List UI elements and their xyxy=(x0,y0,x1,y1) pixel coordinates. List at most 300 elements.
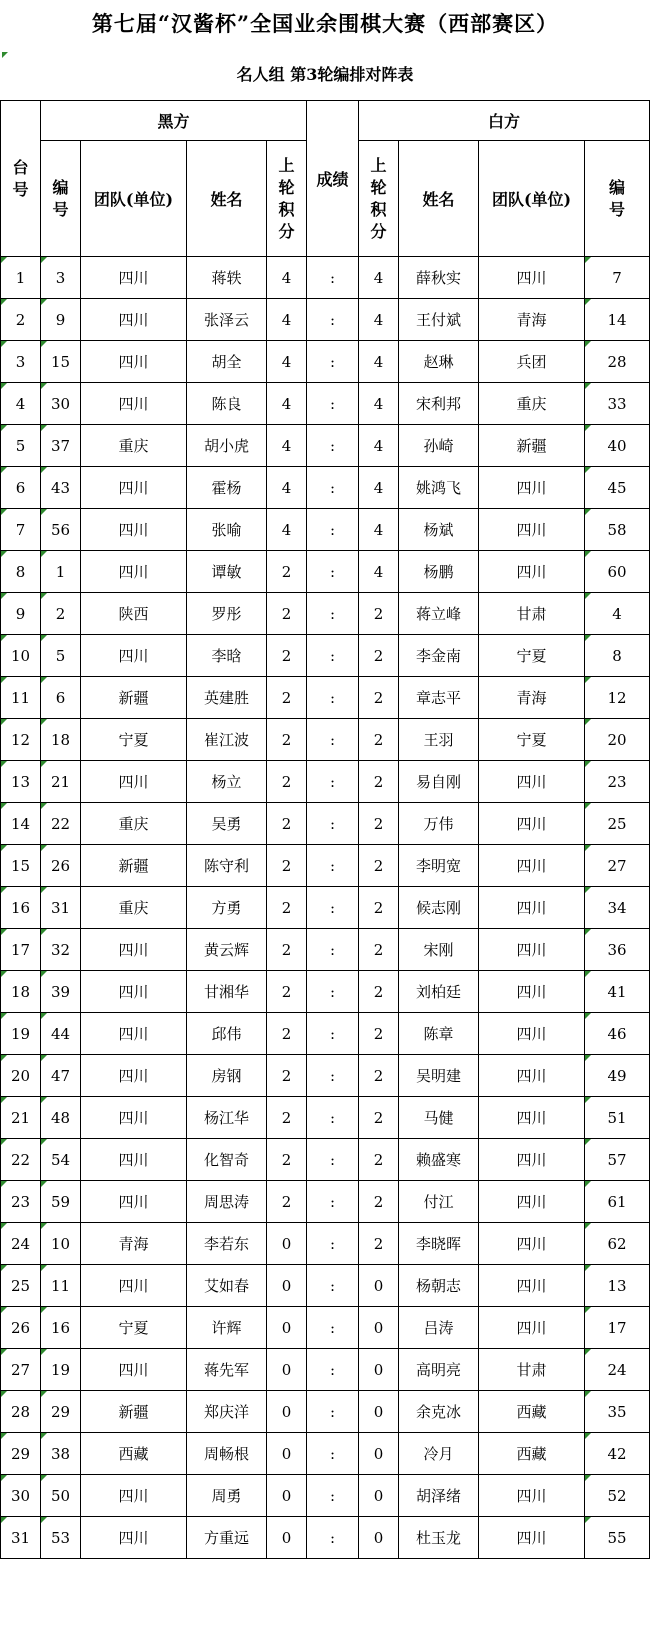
black-number-cell xyxy=(41,761,81,803)
white-name-cell xyxy=(399,1181,479,1223)
table-row xyxy=(1,1349,650,1391)
white-prev-score-cell-text: 4 xyxy=(373,310,384,329)
table-number-cell-text: 6 xyxy=(15,478,26,497)
black-number-cell xyxy=(41,1055,81,1097)
black-name-cell xyxy=(187,887,267,929)
white-number-cell-text: 7 xyxy=(612,268,622,287)
table-number-cell-text: 26 xyxy=(10,1318,31,1337)
black-number-cell xyxy=(41,845,81,887)
result-cell xyxy=(307,1307,359,1349)
black-team-cell-text: 新疆 xyxy=(118,689,149,707)
black-prev-score-cell-text: 0 xyxy=(281,1318,292,1337)
cell-marker-icon xyxy=(41,1055,47,1061)
table-number-cell-text: 29 xyxy=(10,1444,31,1463)
cell-marker-icon xyxy=(41,1097,47,1103)
black-prev-score-cell xyxy=(267,257,307,299)
white-prev-score-cell xyxy=(359,341,399,383)
white-team-cell-text: 四川 xyxy=(516,1529,547,1547)
header-black-prev-score: 上轮积分 xyxy=(267,141,307,257)
table-number-cell xyxy=(1,677,41,719)
black-prev-score-cell xyxy=(267,803,307,845)
black-name-cell-text: 房钢 xyxy=(211,1067,242,1085)
black-number-cell-text: 37 xyxy=(50,436,71,455)
white-prev-score-cell xyxy=(359,1391,399,1433)
white-team-cell xyxy=(479,803,585,845)
white-number-cell-text: 4 xyxy=(612,604,622,623)
table-number-cell xyxy=(1,971,41,1013)
cell-marker-icon xyxy=(1,299,7,305)
table-row xyxy=(1,1013,650,1055)
black-number-cell-text: 30 xyxy=(50,394,71,413)
black-number-cell-text: 29 xyxy=(50,1402,71,1421)
white-number-cell-text: 27 xyxy=(607,856,627,875)
white-name-cell-text: 赵琳 xyxy=(423,353,454,371)
cell-marker-icon xyxy=(1,1307,7,1313)
black-name-cell xyxy=(187,341,267,383)
black-name-cell xyxy=(187,845,267,887)
black-name-cell xyxy=(187,761,267,803)
table-number-cell xyxy=(1,1433,41,1475)
cell-marker-icon xyxy=(41,341,47,347)
white-name-cell xyxy=(399,1517,479,1559)
black-prev-score-cell xyxy=(267,1307,307,1349)
result-cell-text: : xyxy=(329,1318,336,1337)
white-team-cell xyxy=(479,1139,585,1181)
black-team-cell xyxy=(81,257,187,299)
white-name-cell-text: 冷月 xyxy=(423,1445,454,1463)
black-team-cell-text: 新疆 xyxy=(118,1403,149,1421)
result-cell-text: : xyxy=(329,982,336,1001)
white-name-cell xyxy=(399,1139,479,1181)
table-number-cell-text: 25 xyxy=(10,1276,31,1295)
white-name-cell xyxy=(399,1013,479,1055)
table-number-cell-text: 9 xyxy=(15,604,26,623)
white-name-cell xyxy=(399,383,479,425)
black-name-cell xyxy=(187,425,267,467)
white-number-cell-text: 25 xyxy=(607,814,627,833)
white-name-cell-text: 李金南 xyxy=(416,647,462,665)
table-number-cell xyxy=(1,719,41,761)
white-number-cell xyxy=(585,635,650,677)
white-prev-score-cell-text: 2 xyxy=(373,1024,384,1043)
white-prev-score-cell-text: 0 xyxy=(373,1444,384,1463)
white-name-cell xyxy=(399,467,479,509)
table-row xyxy=(1,635,650,677)
white-team-cell xyxy=(479,1055,585,1097)
table-number-cell xyxy=(1,635,41,677)
cell-marker-icon xyxy=(585,383,591,389)
white-name-cell xyxy=(399,1055,479,1097)
black-prev-score-cell-text: 2 xyxy=(281,1024,292,1043)
black-name-cell xyxy=(187,1349,267,1391)
black-name-cell xyxy=(187,1265,267,1307)
white-number-cell xyxy=(585,1517,650,1559)
white-team-cell xyxy=(479,551,585,593)
black-team-cell xyxy=(81,1349,187,1391)
cell-marker-icon xyxy=(41,803,47,809)
black-name-cell xyxy=(187,1223,267,1265)
white-name-cell xyxy=(399,761,479,803)
result-cell-text: : xyxy=(329,856,336,875)
black-number-cell-text: 59 xyxy=(50,1192,71,1211)
black-team-cell xyxy=(81,1055,187,1097)
result-cell xyxy=(307,803,359,845)
white-name-cell-text: 付江 xyxy=(423,1193,454,1211)
black-prev-score-cell-text: 0 xyxy=(281,1528,292,1547)
result-cell-text: : xyxy=(329,898,336,917)
black-prev-score-cell-text: 2 xyxy=(281,730,292,749)
black-name-cell xyxy=(187,467,267,509)
white-prev-score-cell xyxy=(359,1181,399,1223)
white-number-cell-text: 33 xyxy=(607,394,627,413)
white-prev-score-cell xyxy=(359,1517,399,1559)
white-team-cell xyxy=(479,383,585,425)
white-team-cell xyxy=(479,761,585,803)
black-name-cell-text: 张喻 xyxy=(211,521,242,539)
black-prev-score-cell xyxy=(267,1433,307,1475)
white-number-cell xyxy=(585,1475,650,1517)
white-name-cell-text: 马健 xyxy=(423,1109,454,1127)
black-name-cell xyxy=(187,803,267,845)
cell-marker-icon xyxy=(2,52,8,58)
white-team-cell xyxy=(479,1181,585,1223)
white-prev-score-cell-text: 2 xyxy=(373,940,384,959)
white-team-cell-text: 四川 xyxy=(516,899,547,917)
black-number-cell-text: 21 xyxy=(50,772,71,791)
white-team-cell-text: 四川 xyxy=(516,1151,547,1169)
black-number-cell-text: 53 xyxy=(50,1528,71,1547)
black-team-cell xyxy=(81,929,187,971)
black-prev-score-cell-text: 0 xyxy=(281,1402,292,1421)
white-number-cell-text: 46 xyxy=(607,1024,627,1043)
cell-marker-icon xyxy=(585,761,591,767)
table-number-cell xyxy=(1,299,41,341)
result-cell-text: : xyxy=(329,1276,336,1295)
table-number-cell-text: 30 xyxy=(10,1486,31,1505)
result-cell xyxy=(307,551,359,593)
white-team-cell-text: 四川 xyxy=(516,815,547,833)
white-team-cell-text: 四川 xyxy=(516,563,547,581)
white-number-cell xyxy=(585,677,650,719)
cell-marker-icon xyxy=(1,929,7,935)
cell-marker-icon xyxy=(585,719,591,725)
result-cell-text: : xyxy=(329,1402,336,1421)
white-team-cell xyxy=(479,635,585,677)
white-name-cell xyxy=(399,299,479,341)
black-prev-score-cell-text: 2 xyxy=(281,814,292,833)
white-name-cell xyxy=(399,719,479,761)
white-prev-score-cell-text: 2 xyxy=(373,604,384,623)
result-cell xyxy=(307,1139,359,1181)
cell-marker-icon xyxy=(1,593,7,599)
table-number-cell-text: 7 xyxy=(15,520,26,539)
table-number-cell xyxy=(1,929,41,971)
white-team-cell xyxy=(479,971,585,1013)
cell-marker-icon xyxy=(41,971,47,977)
white-prev-score-cell-text: 2 xyxy=(373,688,384,707)
white-prev-score-cell xyxy=(359,1307,399,1349)
table-row xyxy=(1,1433,650,1475)
black-name-cell xyxy=(187,1307,267,1349)
cell-marker-icon xyxy=(1,551,7,557)
result-cell xyxy=(307,677,359,719)
result-cell xyxy=(307,467,359,509)
white-name-cell-text: 王付斌 xyxy=(416,311,462,329)
black-number-cell-text: 44 xyxy=(50,1024,71,1043)
result-cell-text: : xyxy=(329,562,336,581)
black-team-cell xyxy=(81,425,187,467)
white-name-cell xyxy=(399,1097,479,1139)
white-name-cell xyxy=(399,257,479,299)
white-team-cell xyxy=(479,1349,585,1391)
white-number-cell xyxy=(585,1265,650,1307)
white-number-cell-text: 62 xyxy=(607,1234,627,1253)
table-row xyxy=(1,719,650,761)
black-name-cell-text: 吴勇 xyxy=(211,815,242,833)
white-team-cell-text: 四川 xyxy=(516,983,547,1001)
result-cell xyxy=(307,1097,359,1139)
black-team-cell-text: 四川 xyxy=(118,395,149,413)
black-team-cell xyxy=(81,677,187,719)
white-team-cell xyxy=(479,719,585,761)
black-prev-score-cell-text: 2 xyxy=(281,940,292,959)
white-prev-score-cell xyxy=(359,551,399,593)
black-name-cell xyxy=(187,509,267,551)
white-prev-score-cell-text: 2 xyxy=(373,1150,384,1169)
white-number-cell-text: 42 xyxy=(607,1444,627,1463)
white-prev-score-cell-text: 2 xyxy=(373,856,384,875)
result-cell xyxy=(307,1013,359,1055)
white-name-cell-text: 蒋立峰 xyxy=(416,605,462,623)
black-number-cell xyxy=(41,635,81,677)
table-number-cell xyxy=(1,1055,41,1097)
result-cell-text: : xyxy=(329,1024,336,1043)
black-number-cell xyxy=(41,1475,81,1517)
black-prev-score-cell-text: 4 xyxy=(281,310,292,329)
black-team-cell xyxy=(81,1013,187,1055)
black-name-cell xyxy=(187,677,267,719)
black-name-cell-text: 周思涛 xyxy=(203,1193,249,1211)
table-number-cell xyxy=(1,887,41,929)
black-prev-score-cell xyxy=(267,1265,307,1307)
black-number-cell xyxy=(41,467,81,509)
black-name-cell xyxy=(187,719,267,761)
white-team-cell-text: 兵团 xyxy=(516,353,547,371)
result-cell xyxy=(307,425,359,467)
result-cell xyxy=(307,1433,359,1475)
black-number-cell-text: 39 xyxy=(50,982,71,1001)
result-cell xyxy=(307,1181,359,1223)
result-cell-text: : xyxy=(329,1150,336,1169)
white-name-cell xyxy=(399,635,479,677)
black-prev-score-cell-text: 0 xyxy=(281,1360,292,1379)
black-name-cell xyxy=(187,257,267,299)
white-prev-score-cell xyxy=(359,425,399,467)
white-number-cell-text: 12 xyxy=(607,688,627,707)
white-prev-score-cell-text: 0 xyxy=(373,1360,384,1379)
white-prev-score-cell-text: 2 xyxy=(373,730,384,749)
result-cell xyxy=(307,1055,359,1097)
black-name-cell-text: 崔江波 xyxy=(203,731,249,749)
white-prev-score-cell xyxy=(359,929,399,971)
black-prev-score-cell xyxy=(267,383,307,425)
black-team-cell-text: 宁夏 xyxy=(118,1319,149,1337)
cell-marker-icon xyxy=(41,761,47,767)
cell-marker-icon xyxy=(41,1349,47,1355)
result-cell-text: : xyxy=(329,604,336,623)
black-prev-score-cell xyxy=(267,971,307,1013)
result-cell xyxy=(307,971,359,1013)
black-name-cell-text: 艾如春 xyxy=(203,1277,249,1295)
white-team-cell-text: 四川 xyxy=(516,1319,547,1337)
pairing-rows xyxy=(1,257,650,1559)
cell-marker-icon xyxy=(1,761,7,767)
black-name-cell-text: 陈良 xyxy=(211,395,242,413)
black-team-cell xyxy=(81,1097,187,1139)
black-team-cell-text: 四川 xyxy=(118,773,149,791)
black-team-cell xyxy=(81,971,187,1013)
white-prev-score-cell-text: 2 xyxy=(373,982,384,1001)
cell-marker-icon xyxy=(585,1223,591,1229)
black-team-cell xyxy=(81,1139,187,1181)
cell-marker-icon xyxy=(1,1433,7,1439)
white-number-cell xyxy=(585,1139,650,1181)
black-name-cell-text: 胡全 xyxy=(211,353,242,371)
white-name-cell xyxy=(399,677,479,719)
white-number-cell xyxy=(585,257,650,299)
table-number-cell xyxy=(1,1013,41,1055)
cell-marker-icon xyxy=(585,1055,591,1061)
white-prev-score-cell-text: 0 xyxy=(373,1318,384,1337)
black-number-cell xyxy=(41,1391,81,1433)
cell-marker-icon xyxy=(1,887,7,893)
table-row xyxy=(1,677,650,719)
black-number-cell-text: 56 xyxy=(50,520,71,539)
table-row xyxy=(1,1097,650,1139)
black-number-cell-text: 6 xyxy=(55,688,66,707)
white-name-cell xyxy=(399,509,479,551)
black-prev-score-cell-text: 2 xyxy=(281,1192,292,1211)
cell-marker-icon xyxy=(585,509,591,515)
result-cell-text: : xyxy=(329,394,336,413)
white-prev-score-cell xyxy=(359,719,399,761)
table-number-cell xyxy=(1,803,41,845)
white-number-cell-text: 17 xyxy=(607,1318,627,1337)
cell-marker-icon xyxy=(1,257,7,263)
black-team-cell-text: 四川 xyxy=(118,941,149,959)
black-team-cell-text: 四川 xyxy=(118,1487,149,1505)
white-team-cell xyxy=(479,1097,585,1139)
pairing-table xyxy=(0,100,650,1559)
black-name-cell xyxy=(187,1097,267,1139)
black-prev-score-cell-text: 2 xyxy=(281,646,292,665)
white-team-cell xyxy=(479,1391,585,1433)
black-team-cell-text: 四川 xyxy=(118,1193,149,1211)
black-prev-score-cell xyxy=(267,1013,307,1055)
cell-marker-icon xyxy=(41,551,47,557)
black-prev-score-cell xyxy=(267,761,307,803)
white-team-cell-text: 四川 xyxy=(516,1109,547,1127)
white-team-cell-text: 甘肃 xyxy=(516,1361,547,1379)
black-prev-score-cell-text: 2 xyxy=(281,982,292,1001)
white-team-cell xyxy=(479,1475,585,1517)
black-team-cell xyxy=(81,803,187,845)
black-prev-score-cell xyxy=(267,1349,307,1391)
header-black-team: 团队(单位) xyxy=(81,141,187,257)
white-number-cell-text: 45 xyxy=(607,478,627,497)
result-cell-text: : xyxy=(329,772,336,791)
result-cell xyxy=(307,719,359,761)
result-cell xyxy=(307,1517,359,1559)
result-cell xyxy=(307,635,359,677)
white-number-cell xyxy=(585,719,650,761)
table-number-cell xyxy=(1,1097,41,1139)
black-number-cell xyxy=(41,551,81,593)
black-name-cell xyxy=(187,1055,267,1097)
cell-marker-icon xyxy=(41,1391,47,1397)
black-prev-score-cell xyxy=(267,509,307,551)
black-prev-score-cell-text: 2 xyxy=(281,856,292,875)
white-number-cell xyxy=(585,929,650,971)
table-number-cell-text: 14 xyxy=(10,814,31,833)
white-number-cell-text: 36 xyxy=(607,940,627,959)
black-team-cell xyxy=(81,341,187,383)
black-team-cell xyxy=(81,635,187,677)
black-team-cell xyxy=(81,1475,187,1517)
black-number-cell xyxy=(41,803,81,845)
cell-marker-icon xyxy=(41,929,47,935)
black-name-cell xyxy=(187,1013,267,1055)
result-cell-text: : xyxy=(329,1528,336,1547)
table-row xyxy=(1,1139,650,1181)
result-cell-text: : xyxy=(329,268,336,287)
black-number-cell xyxy=(41,1433,81,1475)
cell-marker-icon xyxy=(585,1475,591,1481)
table-number-cell-text: 2 xyxy=(15,310,26,329)
black-prev-score-cell-text: 2 xyxy=(281,688,292,707)
table-row xyxy=(1,1223,650,1265)
table-row xyxy=(1,551,650,593)
white-team-cell-text: 四川 xyxy=(516,1193,547,1211)
table-number-cell-text: 19 xyxy=(10,1024,31,1043)
cell-marker-icon xyxy=(41,1139,47,1145)
white-prev-score-cell xyxy=(359,1265,399,1307)
white-prev-score-cell xyxy=(359,1013,399,1055)
header-white-side: 白方 xyxy=(359,101,650,141)
white-team-cell-text: 四川 xyxy=(516,1235,547,1253)
black-prev-score-cell xyxy=(267,1391,307,1433)
white-prev-score-cell xyxy=(359,761,399,803)
black-team-cell xyxy=(81,1433,187,1475)
black-team-cell-text: 重庆 xyxy=(118,815,149,833)
white-name-cell-text: 宋利邦 xyxy=(416,395,462,413)
black-prev-score-cell xyxy=(267,1139,307,1181)
black-number-cell xyxy=(41,1223,81,1265)
black-team-cell xyxy=(81,1391,187,1433)
white-number-cell xyxy=(585,1055,650,1097)
black-prev-score-cell-text: 4 xyxy=(281,268,292,287)
white-name-cell xyxy=(399,341,479,383)
table-number-cell xyxy=(1,1139,41,1181)
white-number-cell xyxy=(585,845,650,887)
black-prev-score-cell-text: 0 xyxy=(281,1234,292,1253)
cell-marker-icon xyxy=(585,1517,591,1523)
black-name-cell xyxy=(187,1181,267,1223)
white-team-cell-text: 重庆 xyxy=(516,395,547,413)
header-black-side: 黑方 xyxy=(41,101,307,141)
black-team-cell xyxy=(81,467,187,509)
black-number-cell-text: 3 xyxy=(55,268,66,287)
